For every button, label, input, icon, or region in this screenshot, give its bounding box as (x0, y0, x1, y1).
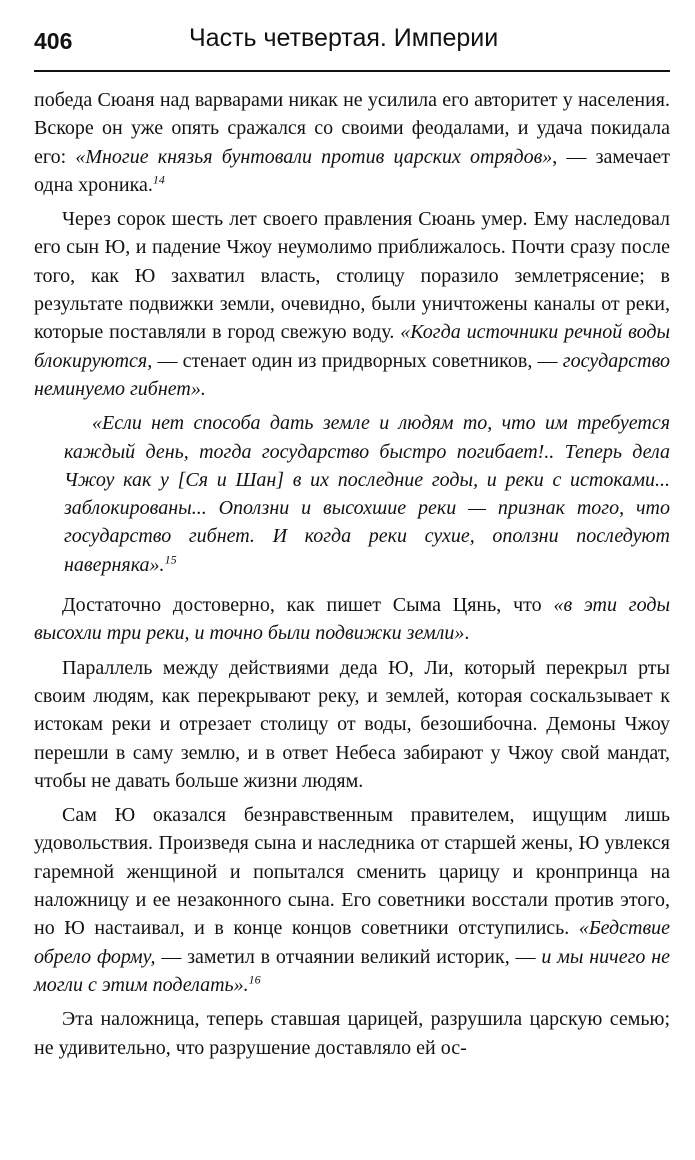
paragraph-text: Достаточно достоверно, как пишет Сыма Цянь, что (62, 594, 554, 617)
quotation: «Бедствие обрело форму, (34, 917, 670, 968)
paragraph-1 (34, 86, 670, 199)
page-body (34, 86, 670, 1068)
paragraph-text: Эта наложница, теперь ставшая царицей, разрушила царскую семью; не удивительно, что разрушение доставляло ей ос- (34, 1008, 670, 1059)
quotation: «Многие князья бунтовали против царских отрядов» (75, 145, 553, 168)
paragraph-6 (34, 1005, 670, 1062)
quotation: и мы ничего не могли с этим поделать». (34, 945, 671, 996)
footnote-ref: 14 (152, 172, 165, 187)
block-quotation-text: «Если нет способа дать земле и людям то, что им требуется каждый день, тогда государство быстро погибает!.. Теперь дела Чжоу как у [Ся и Шан] в их последние годы, и реки с истоками... заблокированы... Оползни и высохшие реки — признак того, что государство гибнет. И когда реки сухие, оползни последуют наверняка». (64, 412, 670, 576)
page-header (34, 22, 670, 72)
paragraph-5 (34, 801, 670, 999)
paragraph-text: Параллель между действиями деда Ю, Ли, который перекрыл рты своим людям, как перекрывают реку, и землей, которая соскальзывает к истокам реки и отрезает столицу от воды, безошибочна. Демоны Чжоу перешли в саму землю, и в ответ Небеса забирают у Чжоу свой мандат, чтобы не давать больше жизни людям. (34, 656, 670, 792)
paragraph-3 (34, 591, 670, 648)
footnote-ref: 16 (248, 972, 261, 987)
paragraph-2 (34, 205, 670, 403)
paragraph-text: — заметил в отчаянии великий историк, — (155, 945, 542, 968)
running-title: Часть четвертая. Империи (189, 24, 499, 52)
paragraph-4 (34, 654, 670, 795)
quotation: «Когда источники речной воды блокируются, (34, 321, 671, 372)
paragraph-text: — стенает один из придворных советников, — (152, 349, 563, 372)
quotation: государство неминуемо гибнет». (34, 349, 670, 400)
paragraph-text: Сам Ю оказался безнравственным правителем, ищущим лишь удовольствия. Произведя сына и наследника от старшей жены, Ю увлекся гаремной женщиной и попытался сменить царицу и кронпринца на наложницу и ее незаконного сына. Его советники восстали против этого, но Ю настаивал, и в конце концов советники отступились. (34, 804, 670, 940)
block-quotation (64, 409, 670, 579)
page-number: 406 (34, 28, 73, 54)
footnote-ref: 15 (164, 552, 177, 567)
paragraph-text: . (464, 622, 470, 645)
paragraph-text: Через сорок шесть лет своего правления Сюань умер. Ему наследовал его сын Ю, и падение Чжоу неумолимо приближалось. Почти сразу после того, как Ю захватил власть, столицу поразило землетрясение; в результате подвижки земли, очевидно, были уничтожены каналы от реки, которые поставляли в город свежую воду. (34, 208, 670, 344)
paragraph-text: победа Сюаня над варварами никак не усилила его авторитет у населения. Вскоре он уже опять сражался со своими феодалами, и удача покидала его: (34, 89, 670, 168)
paragraph-text: , — замечает одна хроника. (34, 145, 670, 196)
quotation: «в эти годы высохли три реки, и точно были подвижки земли» (34, 594, 670, 645)
